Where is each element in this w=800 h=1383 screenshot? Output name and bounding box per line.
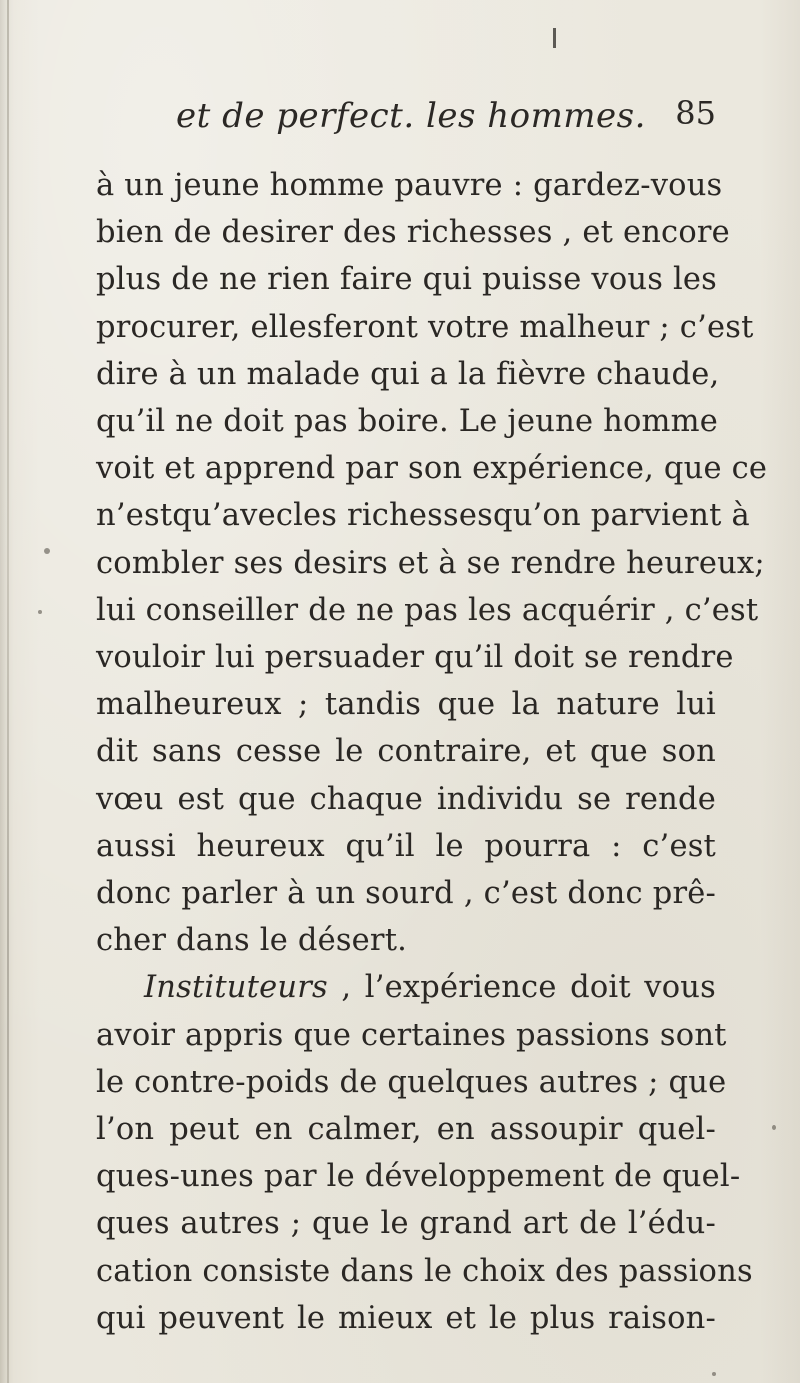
text-line: avoir appris que certaines passions sont [96, 1017, 727, 1053]
text-line: bien de desirer des richesses , et encore [96, 215, 730, 251]
paper-speck [712, 1372, 716, 1376]
text-line: ques autres ; que le grand art de l’édu- [96, 1206, 716, 1242]
emphasized-word: Instituteurs [144, 970, 328, 1006]
ink-mark [553, 28, 556, 48]
text-line: donc parler à un sourd , c’est donc prê- [96, 876, 716, 912]
paper-speck [772, 1125, 776, 1130]
text-line: qu’il ne doit pas boire. Le jeune homme [96, 404, 718, 440]
paragraph-opening-line [96, 964, 716, 1011]
text-line: n’estqu’avecles richessesqu’on parvient à [96, 498, 750, 534]
text-line: voit et apprend par son expérience, que ce [96, 451, 768, 487]
paper-speck [38, 610, 42, 614]
text-line: lui conseiller de ne pas les acquérir , c’est [96, 592, 759, 628]
text-line: aussi heureux qu’il le pourra : c’est [96, 828, 716, 864]
text-line: vœu est que chaque individu se rende [96, 781, 716, 817]
book-page [96, 92, 768, 1342]
text-line: dit sans cesse le contraire, et que son [96, 734, 716, 770]
page-gutter-edge [7, 0, 9, 1383]
running-head [96, 92, 716, 154]
body-text [96, 162, 768, 1342]
paper-speck [44, 548, 50, 554]
text-line: vouloir lui persuader qu’il doit se rendre [96, 640, 734, 676]
text-line: procurer, ellesferont votre malheur ; c’est [96, 309, 754, 345]
text-line: malheureux ; tandis que la nature lui [96, 687, 716, 723]
text-line: dire à un malade qui a la fièvre chaude, [96, 356, 720, 392]
text-line: qui peuvent le mieux et le plus raison- [96, 1300, 716, 1336]
text-line: le contre-poids de quelques autres ; que [96, 1064, 727, 1100]
text-line: combler ses desirs et à se rendre heureux; [96, 545, 765, 581]
running-title: et de perfect. les hommes. [176, 96, 646, 136]
page-number: 85 [675, 94, 716, 132]
text-line: cation consiste dans le choix des passions [96, 1253, 753, 1289]
text-line: cher dans le désert. [96, 923, 408, 959]
opening-line-rest: , l’expérience doit vous [327, 970, 716, 1006]
text-line: l’on peut en calmer, en assoupir quel- [96, 1112, 716, 1148]
text-line: plus de ne rien faire qui puisse vous les [96, 262, 718, 298]
text-line: ques-unes par le développement de quel- [96, 1159, 741, 1195]
text-line: à un jeune homme pauvre : gardez-vous [96, 168, 723, 203]
